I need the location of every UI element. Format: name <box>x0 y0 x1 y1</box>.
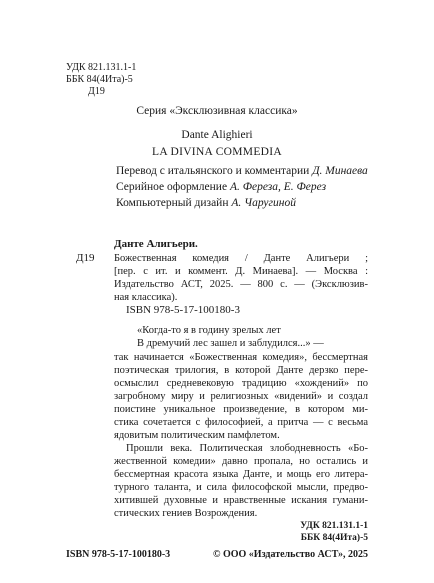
annotation-line: стических гениев Возрождения. <box>114 508 258 519</box>
annotation-line: загробному миру и религиозных «видений» и создал <box>114 391 368 402</box>
credit-layout <box>116 196 296 210</box>
udk-code: УДК 821.131.1-1 <box>66 62 137 73</box>
series-name: Серия «Эксклюзивная классика» <box>136 105 298 117</box>
annotation-line: бессмертная красота языка Данте, и мощь его литера- <box>114 469 368 480</box>
bbk-code: ББК 84(4Ита)-5 <box>66 74 133 85</box>
bbk-code: ББК 84(4Ита)-5 <box>300 533 368 543</box>
udk-code: УДК 821.131.1-1 <box>300 521 368 531</box>
annotation-line: хитившей духовные и нравственные искания гумани- <box>114 495 368 506</box>
annotation-line: Прошли века. Политическая злободневность «Бо- <box>126 443 368 454</box>
annotation-line: жественной комедии» давно пропала, но остались и <box>114 456 368 467</box>
credit-label: Компьютерный дизайн <box>116 197 232 209</box>
annotation-line: поэтическая трилогия, в которой Данте дерзко пере- <box>114 365 368 376</box>
annotation-line: стика сочетается с философией, а притча — с весьма <box>114 417 368 428</box>
bottom-classification-codes <box>300 520 368 544</box>
entry-author: Данте Алигьери. <box>114 238 198 250</box>
author-mark: Д19 <box>88 86 105 97</box>
credit-design <box>116 180 326 194</box>
annotation-line: ядовитым политическим памфлетом. <box>114 430 280 441</box>
entry-mark: Д19 <box>76 252 95 264</box>
annotation-line: так начинается «Божественная комедия», бессмертная <box>114 352 368 363</box>
bibliographic-entry <box>114 252 368 304</box>
credit-label: Серийное оформление <box>116 181 230 193</box>
original-title: LA DIVINA COMMEDIA <box>152 146 282 158</box>
annotation <box>114 351 368 520</box>
footer-copyright: © ООО «Издательство АСТ», 2025 <box>212 549 368 560</box>
classification-codes <box>66 62 136 98</box>
entry-line: Издательство АСТ, 2025. — 800 с. — (Эксклюзив- <box>114 279 368 290</box>
footer-isbn: ISBN 978-5-17-100180-3 <box>66 549 171 560</box>
original-author: Dante Alighieri <box>181 129 253 141</box>
epigraph-line: «Когда-то я в годину зрелых лет <box>137 325 281 336</box>
epigraph <box>137 324 324 350</box>
credit-person: Д. Минаева <box>312 165 368 177</box>
entry-isbn: ISBN 978-5-17-100180-3 <box>126 304 240 316</box>
credit-person: А. Чаругиной <box>231 197 296 209</box>
entry-line: ная классика). <box>114 292 178 303</box>
annotation-line: поистине уникальное произведение, в котором ми- <box>114 404 368 415</box>
entry-line: [пер. с ит. и коммент. Д. Минаева]. — Москва : <box>114 266 368 277</box>
credit-person: А. Фереза, Е. Ферез <box>229 181 327 193</box>
annotation-line: осмыслил средневековую традицию «хождений» по <box>114 378 368 389</box>
entry-line: Божественная комедия / Данте Алигьери ; <box>114 253 368 264</box>
annotation-line: турного таланта, и сила философской мысли, предво- <box>114 482 368 493</box>
credit-translation <box>116 164 368 178</box>
epigraph-line: В дремучий лес зашел и заблудился...» — <box>137 338 324 349</box>
credit-label: Перевод с итальянского и комментарии <box>116 165 313 177</box>
